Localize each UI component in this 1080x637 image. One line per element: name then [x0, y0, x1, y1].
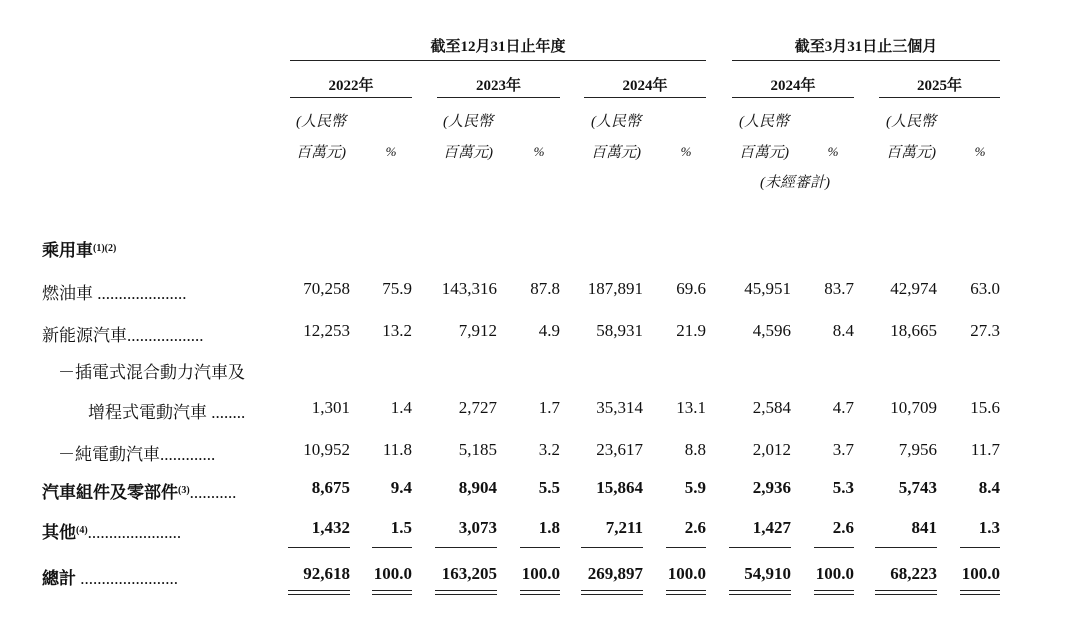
row-label	[42, 279, 187, 304]
percent-cell: 2.6	[832, 518, 854, 537]
year-header: 2025年	[916, 78, 962, 94]
total-double-underline	[288, 590, 350, 595]
year-underline	[584, 97, 706, 98]
percent-cell: 75.9	[382, 279, 412, 298]
amount-cell: 2,727	[458, 398, 497, 417]
row-label-text: 乘用車	[42, 241, 93, 260]
row-label	[42, 478, 236, 503]
unaudited-label: (未經審計)	[760, 175, 830, 191]
total-double-underline	[814, 590, 854, 595]
total-double-underline	[372, 590, 412, 595]
row-label	[42, 564, 178, 589]
footnote-marker: (3)	[178, 485, 190, 496]
total-double-underline	[520, 590, 560, 595]
subtotal-underline	[729, 547, 791, 548]
percent-cell: 27.3	[970, 321, 1000, 340]
percent-cell: 83.7	[824, 279, 854, 298]
unit-label-line2: 百萬元)	[591, 145, 641, 161]
dot-leader: ........	[207, 403, 246, 422]
amount-cell: 3,073	[458, 518, 497, 537]
row-label	[58, 440, 215, 465]
amount-cell: 1,427	[752, 518, 791, 537]
amount-cell: 23,617	[596, 440, 643, 459]
unit-label-line2: 百萬元)	[443, 145, 493, 161]
amount-cell: 7,956	[898, 440, 937, 459]
amount-cell: 2,584	[752, 398, 791, 417]
percent-cell: 15.6	[970, 398, 1000, 417]
subtotal-underline	[372, 547, 412, 548]
percent-cell: 8.8	[684, 440, 706, 459]
row-label-text: 其他	[42, 523, 76, 542]
row-label-text: 燃油車	[42, 284, 93, 303]
percent-cell: 100.0	[961, 564, 1000, 583]
subtotal-underline	[814, 547, 854, 548]
amount-cell: 12,253	[303, 321, 350, 340]
amount-cell: 4,596	[752, 321, 791, 340]
year-underline	[732, 97, 854, 98]
percent-cell: 1.4	[390, 398, 412, 417]
row-label-text: 增程式電動汽車	[88, 403, 207, 422]
year-header: 2023年	[475, 78, 521, 94]
unit-label-line1: (人民幣	[739, 114, 789, 130]
percent-cell: 5.3	[832, 478, 854, 497]
percent-cell: 3.2	[538, 440, 560, 459]
year-header: 2024年	[770, 78, 816, 94]
row-label	[88, 398, 245, 423]
percent-cell: 21.9	[676, 321, 706, 340]
dot-leader: .............	[160, 445, 216, 464]
dot-leader: .....................	[93, 284, 187, 303]
amount-cell: 58,931	[596, 321, 643, 340]
percent-cell: 4.9	[538, 321, 560, 340]
row-label-text: －純電動汽車	[58, 445, 160, 464]
percent-symbol: %	[680, 144, 692, 159]
amount-cell: 269,897	[587, 564, 643, 583]
amount-cell: 8,675	[311, 478, 350, 497]
percent-cell: 100.0	[815, 564, 854, 583]
row-label-text: 汽車組件及零部件	[42, 483, 178, 502]
period-group-header: 截至3月31日止三個月	[794, 39, 938, 55]
amount-cell: 35,314	[596, 398, 643, 417]
unit-label-line1: (人民幣	[443, 114, 493, 130]
amount-cell: 45,951	[744, 279, 791, 298]
amount-cell: 10,709	[890, 398, 937, 417]
total-double-underline	[581, 590, 643, 595]
percent-cell: 8.4	[832, 321, 854, 340]
subtotal-underline	[520, 547, 560, 548]
period-group-header: 截至12月31日止年度	[430, 39, 566, 55]
unit-label-line1: (人民幣	[886, 114, 936, 130]
percent-cell: 11.7	[970, 440, 1000, 459]
percent-cell: 100.0	[373, 564, 412, 583]
percent-cell: 9.4	[390, 478, 412, 497]
percent-cell: 5.5	[538, 478, 560, 497]
dot-leader: ...........	[189, 483, 237, 502]
amount-cell: 187,891	[587, 279, 643, 298]
amount-cell: 143,316	[441, 279, 497, 298]
percent-cell: 69.6	[676, 279, 706, 298]
unit-label-line2: 百萬元)	[296, 145, 346, 161]
subtotal-underline	[581, 547, 643, 548]
percent-cell: 87.8	[530, 279, 560, 298]
percent-symbol: %	[533, 144, 545, 159]
year-underline	[290, 97, 412, 98]
subtotal-underline	[960, 547, 1000, 548]
row-label	[42, 518, 181, 543]
percent-cell: 4.7	[832, 398, 854, 417]
year-header: 2024年	[622, 78, 668, 94]
amount-cell: 163,205	[441, 564, 497, 583]
subtotal-underline	[666, 547, 706, 548]
dot-leader: ......................	[87, 523, 182, 542]
percent-cell: 2.6	[684, 518, 706, 537]
unit-label-line2: 百萬元)	[886, 145, 936, 161]
group-underline	[290, 60, 706, 61]
percent-cell: 3.7	[832, 440, 854, 459]
percent-cell: 63.0	[970, 279, 1000, 298]
percent-cell: 13.1	[676, 398, 706, 417]
amount-cell: 7,211	[605, 518, 643, 537]
percent-cell: 8.4	[978, 478, 1000, 497]
amount-cell: 2,012	[752, 440, 791, 459]
row-label-text: 新能源汽車	[42, 326, 127, 345]
unit-label-line1: (人民幣	[591, 114, 641, 130]
row-label	[58, 358, 245, 383]
footnote-marker: (1)(2)	[93, 243, 117, 254]
year-underline	[437, 97, 560, 98]
amount-cell: 10,952	[303, 440, 350, 459]
amount-cell: 54,910	[744, 564, 791, 583]
amount-cell: 1,301	[311, 398, 350, 417]
percent-cell: 5.9	[684, 478, 706, 497]
percent-symbol: %	[385, 144, 397, 159]
percent-cell: 11.8	[382, 440, 412, 459]
subtotal-underline	[288, 547, 350, 548]
row-label-text: 總計	[42, 569, 76, 588]
amount-cell: 841	[911, 518, 937, 537]
subtotal-underline	[435, 547, 497, 548]
amount-cell: 2,936	[752, 478, 791, 497]
subtotal-underline	[875, 547, 937, 548]
row-label-text: －插電式混合動力汽車及	[58, 363, 245, 382]
row-label	[42, 236, 116, 261]
amount-cell: 42,974	[890, 279, 937, 298]
amount-cell: 7,912	[458, 321, 497, 340]
total-double-underline	[729, 590, 791, 595]
footnote-marker: (4)	[76, 525, 88, 536]
percent-symbol: %	[827, 144, 839, 159]
year-header: 2022年	[328, 78, 374, 94]
percent-cell: 1.8	[538, 518, 560, 537]
amount-cell: 92,618	[303, 564, 350, 583]
percent-cell: 100.0	[667, 564, 706, 583]
percent-cell: 13.2	[382, 321, 412, 340]
unit-label-line2: 百萬元)	[739, 145, 789, 161]
amount-cell: 70,258	[303, 279, 350, 298]
amount-cell: 68,223	[890, 564, 937, 583]
total-double-underline	[875, 590, 937, 595]
total-double-underline	[435, 590, 497, 595]
total-double-underline	[960, 590, 1000, 595]
row-label	[42, 321, 204, 346]
unit-label-line1: (人民幣	[296, 114, 346, 130]
amount-cell: 1,432	[311, 518, 350, 537]
percent-symbol: %	[974, 144, 986, 159]
amount-cell: 15,864	[596, 478, 643, 497]
group-underline	[732, 60, 1000, 61]
dot-leader: .......................	[76, 569, 178, 588]
percent-cell: 1.3	[978, 518, 1000, 537]
amount-cell: 5,743	[898, 478, 937, 497]
percent-cell: 100.0	[521, 564, 560, 583]
total-double-underline	[666, 590, 706, 595]
percent-cell: 1.5	[390, 518, 412, 537]
dot-leader: ..................	[127, 326, 204, 345]
year-underline	[879, 97, 1000, 98]
amount-cell: 18,665	[890, 321, 937, 340]
percent-cell: 1.7	[538, 398, 560, 417]
amount-cell: 5,185	[458, 440, 497, 459]
amount-cell: 8,904	[458, 478, 497, 497]
